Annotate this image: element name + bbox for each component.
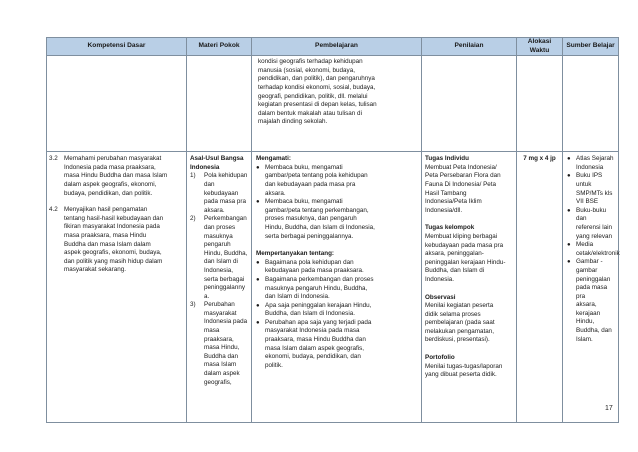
materi-item [190, 172, 249, 215]
materi-number: 1) [190, 172, 196, 180]
text-line: Perubahan [204, 301, 235, 309]
text-line: Apa saja peninggalan kerajaan Hindu, [265, 301, 372, 309]
list-item [567, 172, 615, 206]
list-item [256, 259, 418, 276]
bullet-icon: ● [567, 207, 571, 214]
text-line: kondisi geografis terhadap kehidupan [258, 58, 363, 66]
cell-pembelajaran [252, 152, 422, 423]
text-line: masuknya [204, 232, 233, 240]
cell-empty [47, 56, 187, 152]
bullet-icon: ● [256, 259, 260, 266]
text-line: dalam bentuk makalah atau tulisan di [258, 109, 362, 117]
text-line: kebudayaan pada masa praaksara. [265, 267, 364, 275]
text-line: aksara. [204, 206, 225, 214]
text-line: pembelajaran (pada saat [425, 319, 495, 327]
syllabus-table [46, 37, 619, 423]
text-line: geografi, pendidikan, politik, dll. melalui [258, 92, 368, 100]
text-line: kebudayaan [204, 189, 239, 197]
text-line: Hindu, [576, 318, 595, 326]
text-line: masuknya pengaruh Hindu, Buddha, [265, 284, 368, 292]
text-line: terhadap kondisi ekonomi, sosial, budaya, [258, 83, 376, 91]
text-line: a. [204, 292, 210, 300]
text-line: Islam. [576, 335, 593, 343]
document-page [46, 37, 618, 423]
text-line: dan Islam di [204, 258, 238, 266]
text-line: Hindu, Buddha, [204, 249, 248, 257]
text-line: peninggalanny [204, 284, 245, 292]
text-line: Indonesia. [425, 275, 455, 283]
text-line: Buddha, dan [576, 327, 612, 335]
text-line: masa praaksara, masa Hindu [64, 231, 147, 239]
header-alokasi-waktu: Alokasi Waktu [517, 38, 563, 56]
text-line: yang dibuat peserta didik. [425, 371, 497, 379]
bullet-icon: ● [567, 156, 571, 163]
kd-number: 4.2 [49, 206, 58, 214]
text-line: Perubahan apa saja yang terjadi pada [265, 318, 372, 326]
text-line: kegiatan presentasi di depan kelas, tulisan [258, 101, 377, 109]
penilaian-heading: Portofolio [425, 354, 455, 362]
text-line: fikiran masyarakat Indonesia pada [64, 223, 160, 231]
text-line: Atlas Sejarah [576, 155, 614, 163]
materi-number: 3) [190, 301, 196, 309]
text-line: Membaca buku, mengamati [265, 198, 343, 206]
text-line: dan [204, 180, 215, 188]
table-header-row [47, 38, 619, 56]
text-line: Indonesia pada masa praaksara, [64, 163, 156, 171]
materi-item [190, 215, 249, 301]
text-line: masa [204, 327, 220, 335]
text-line: melakukan pengamatan, [425, 327, 494, 335]
bullet-icon: ● [256, 276, 260, 283]
text-line: Fauna Di Indonesia/ Peta [425, 180, 497, 188]
header-pembelajaran: Pembelajaran [252, 38, 422, 56]
text-line: Indonesia/Peta Iklim [425, 198, 482, 206]
bullet-icon: ● [567, 173, 571, 180]
mengamati-heading: Mengamati: [256, 155, 291, 163]
cell-empty [422, 56, 517, 152]
text-line: Bagaimana pola kehidupan dan [265, 258, 354, 266]
text-line: masa Hindu Buddha dan masa Islam [64, 172, 168, 180]
bullet-icon: ● [567, 242, 571, 249]
text-line: geografis, [204, 378, 232, 386]
text-line: praaksara, [204, 335, 234, 343]
list-item [256, 302, 418, 319]
kd-number: 3.2 [49, 155, 58, 163]
text-line: kerajaan [576, 309, 601, 317]
text-line: masyarakat sekarang. [64, 266, 126, 274]
list-item [256, 319, 418, 371]
text-line: Menyajikan hasil pengamatan [64, 206, 148, 214]
text-line: Hasil Tambang [425, 189, 467, 197]
cell-materi-pokok [187, 152, 252, 423]
text-line: aspek geografis, ekonomi, budaya, [64, 249, 162, 257]
list-item [567, 207, 615, 241]
list-item [567, 258, 615, 344]
text-line: referensi lain [576, 223, 613, 231]
text-line: Membaca buku, mengamati [265, 163, 343, 171]
text-line: peninggalan [576, 275, 611, 283]
cell-alokasi-waktu: 7 mg x 4 jp [517, 152, 563, 423]
text-line: pada masa pra [576, 284, 608, 300]
text-line: majalah dinding sekolah. [258, 118, 328, 126]
text-line: Bagaimana perkembangan dan proses [265, 275, 374, 283]
list-item [567, 155, 615, 172]
bullet-icon: ● [256, 199, 260, 206]
list-item [256, 164, 418, 198]
text-line: VII BSE [576, 198, 599, 206]
text-line: dan kebudayaan pada masa pra [265, 180, 356, 188]
text-line: Media [576, 241, 594, 249]
text-line: Indonesia, [204, 266, 234, 274]
cell-empty [517, 56, 563, 152]
bullet-icon: ● [256, 302, 260, 309]
penilaian-heading: Tugas kelompok [425, 224, 475, 232]
text-line: yang relevan [576, 232, 613, 240]
text-line: budaya, pendidikan, dan politik. [64, 189, 153, 197]
text-line: Gambar - [576, 258, 603, 266]
text-line: berdiskusi, presentasi). [425, 336, 490, 344]
text-line: gambar [576, 266, 598, 274]
list-item [256, 276, 418, 302]
menanya-heading: Mempertanyakan tentang: [256, 250, 335, 258]
materi-title: Indonesia [190, 163, 220, 171]
text-line: dan politik yang masih hidup dalam [64, 257, 163, 265]
text-line: pendidikan, dan politik), dan pengaruhnya [258, 75, 375, 83]
text-line: Perkembangan [204, 215, 247, 223]
cell-empty [187, 56, 252, 152]
header-penilaian: Penilaian [422, 38, 517, 56]
text-line: dalam aspek geografis, ekonomi, [64, 180, 157, 188]
text-line: tentang hasil-hasil kebudayaan dan [64, 214, 164, 222]
text-line: Buddha, dan Islam di Indonesia. [265, 310, 355, 318]
text-line: gambar/peta tentang pola kehidupan [265, 172, 368, 180]
text-line: didik selama proses [425, 310, 481, 318]
text-line: masyarakat Indonesia pada masa [265, 327, 360, 335]
cell-kompetensi-dasar [47, 152, 187, 423]
text-line: dan Islam di Indonesia. [265, 293, 330, 301]
text-line: serta berbagai [204, 275, 245, 283]
text-line: Hindu, Buddha, dan Islam di Indonesia, [265, 223, 375, 231]
text-line: masyarakat [204, 309, 237, 317]
bullet-icon: ● [256, 164, 260, 171]
text-line: praaksara, masa Hindu Buddha dan [265, 336, 366, 344]
text-line: Menilai tugas-tugas/laporan [425, 362, 503, 370]
text-line: aksara. [265, 189, 286, 197]
materi-item [190, 301, 249, 387]
penilaian-heading: Observasi [425, 293, 456, 301]
text-line: Indonesia/dll. [425, 206, 463, 214]
text-line: dalam aspek [204, 370, 240, 378]
text-line: gambar/peta tentang perkembangan, [265, 206, 369, 214]
page-number: 17 [605, 405, 613, 412]
table-row-main [47, 152, 619, 423]
cell-pembelajaran-continuation [252, 56, 422, 152]
text-line: aksara, [576, 301, 597, 309]
header-materi-pokok: Materi Pokok [187, 38, 252, 56]
text-line: peninggalan kerajaan Hindu- [425, 258, 506, 266]
text-line: ekonomi, budaya, pendidikan, dan [265, 353, 361, 361]
text-line: aksara, peninggalan- [425, 250, 484, 258]
table-row-continuation [47, 56, 619, 152]
kd-item [49, 206, 183, 275]
bullet-icon: ● [256, 319, 260, 326]
text-line: proses masuknya, dan pengaruh [265, 215, 357, 223]
text-line: cetak/elektronik [576, 249, 620, 257]
text-line: masa Islam dalam aspek geografis, [265, 344, 365, 352]
text-line: Memahami perubahan masyarakat [64, 155, 162, 163]
text-line: serta berbagai peninggalannya. [265, 232, 354, 240]
text-line: politik. [265, 361, 283, 369]
text-line: dan proses [204, 223, 236, 231]
text-line: Membuat kliping berbagai [425, 232, 498, 240]
list-item [567, 241, 620, 258]
text-line: masa Hindu, [204, 344, 240, 352]
header-kompetensi-dasar: Kompetensi Dasar [47, 38, 187, 56]
materi-title: Asal-Usul Bangsa [190, 155, 244, 163]
text-line: Membuat Peta Indonesia/ [425, 163, 497, 171]
text-line: pada masa pra [204, 198, 247, 206]
text-line: masa Islam [204, 361, 237, 369]
text-line: Indonesia [576, 163, 604, 171]
cell-penilaian [422, 152, 517, 423]
text-line: Menilai kegiatan peserta [425, 302, 494, 310]
text-line: pengaruh [204, 241, 231, 249]
text-line: Buku IPS untuk [576, 172, 603, 188]
text-line: kebudayaan pada masa pra [425, 241, 504, 249]
cell-empty [563, 56, 619, 152]
text-line: Buku-buku dan [576, 206, 607, 223]
text-line: Peta Persebaran Flora dan [425, 172, 501, 180]
materi-number: 2) [190, 215, 196, 223]
kd-item [49, 155, 183, 198]
text-line: manusia (sosial, ekonomi, budaya, [258, 66, 355, 74]
bullet-icon: ● [567, 259, 571, 266]
cell-sumber-belajar [563, 152, 619, 423]
text-line: Pola kehidupan [204, 172, 248, 180]
list-item [256, 198, 418, 241]
text-line: Buddha, dan Islam di [425, 267, 485, 275]
text-line: SMP/MTs kls [576, 189, 613, 197]
text-line: Buddha dan [204, 352, 238, 360]
header-sumber-belajar: Sumber Belajar [563, 38, 619, 56]
text-line: Indonesia pada [204, 318, 248, 326]
text-line: Buddha dan masa Islam dalam [64, 240, 151, 248]
penilaian-heading: Tugas Individu [425, 155, 469, 163]
